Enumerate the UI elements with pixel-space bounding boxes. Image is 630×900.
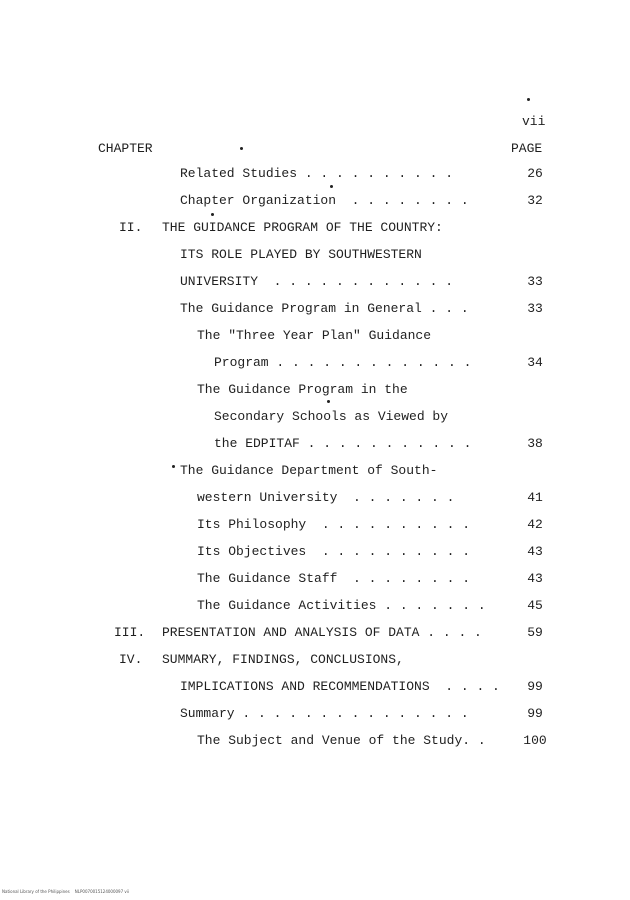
scan-speck	[527, 98, 530, 101]
scan-speck	[327, 400, 330, 403]
toc-entry-program: Program . . . . . . . . . . . . .	[214, 355, 472, 370]
toc-entry-objectives: Its Objectives . . . . . . . . . .	[197, 544, 471, 559]
toc-entry-guidance-activities: The Guidance Activities . . . . . . .	[197, 598, 486, 613]
toc-entry-chapter-ii-title-cont: ITS ROLE PLAYED BY SOUTHWESTERN	[180, 247, 422, 262]
page-number: vii	[522, 114, 546, 129]
toc-page-chapter-iii: 59	[527, 625, 543, 640]
toc-page-objectives: 43	[527, 544, 543, 559]
toc-page-implications: 99	[527, 679, 543, 694]
scan-speck	[211, 213, 214, 216]
toc-page-guidance-activities: 45	[527, 598, 543, 613]
chapter-column-header: CHAPTER	[98, 141, 153, 156]
toc-entry-southwestern: western University . . . . . . .	[197, 490, 455, 505]
toc-entry-implications: IMPLICATIONS AND RECOMMENDATIONS . . . .	[180, 679, 500, 694]
toc-page-summary: 99	[527, 706, 543, 721]
toc-entry-chapter-ii-title: THE GUIDANCE PROGRAM OF THE COUNTRY:	[162, 220, 443, 235]
toc-page-chapter-organization: 32	[527, 193, 543, 208]
toc-page-guidance-in-general: 33	[527, 301, 543, 316]
toc-entry-edpitaf: the EDPITAF . . . . . . . . . . .	[214, 436, 472, 451]
chapter-numeral-iv: IV.	[119, 652, 143, 667]
page-column-header: PAGE	[511, 141, 543, 156]
toc-page-southwestern: 41	[527, 490, 543, 505]
toc-entry-guidance-in-general: The Guidance Program in General . . .	[180, 301, 469, 316]
toc-entry-secondary-schools: Secondary Schools as Viewed by	[214, 409, 449, 424]
scan-footer: National Library of the Philippines NLP0070015124000097 vii	[2, 889, 130, 894]
toc-entry-chapter-iv-title: SUMMARY, FINDINGS, CONCLUSIONS,	[162, 652, 404, 667]
toc-entry-related-studies: Related Studies . . . . . . . . . .	[180, 166, 454, 181]
scan-speck	[240, 147, 243, 150]
toc-page-edpitaf: 38	[527, 436, 543, 451]
toc-entry-subject-venue: The Subject and Venue of the Study. .	[197, 733, 486, 748]
toc-entry-three-year-plan: The "Three Year Plan" Guidance	[197, 328, 432, 343]
toc-page-philosophy: 42	[527, 517, 543, 532]
toc-entry-guidance-department: The Guidance Department of South-	[180, 463, 438, 478]
chapter-numeral-ii: II.	[119, 220, 143, 235]
toc-page-university: 33	[527, 274, 543, 289]
toc-entry-philosophy: Its Philosophy . . . . . . . . . .	[197, 517, 471, 532]
scan-speck	[172, 465, 175, 468]
toc-page-program: 34	[527, 355, 543, 370]
toc-entry-chapter-iii-title: PRESENTATION AND ANALYSIS OF DATA . . . .	[162, 625, 482, 640]
toc-entry-chapter-organization: Chapter Organization . . . . . . . .	[180, 193, 469, 208]
toc-entry-university: UNIVERSITY . . . . . . . . . . . .	[180, 274, 454, 289]
scan-speck	[330, 185, 333, 188]
toc-page-subject-venue: 100	[523, 733, 547, 748]
toc-entry-summary: Summary . . . . . . . . . . . . . . .	[180, 706, 469, 721]
toc-page-related-studies: 26	[527, 166, 543, 181]
toc-page-guidance-staff: 43	[527, 571, 543, 586]
toc-entry-guidance-staff: The Guidance Staff . . . . . . . .	[197, 571, 471, 586]
chapter-numeral-iii: III.	[114, 625, 146, 640]
toc-entry-guidance-in-secondary: The Guidance Program in the	[197, 382, 408, 397]
